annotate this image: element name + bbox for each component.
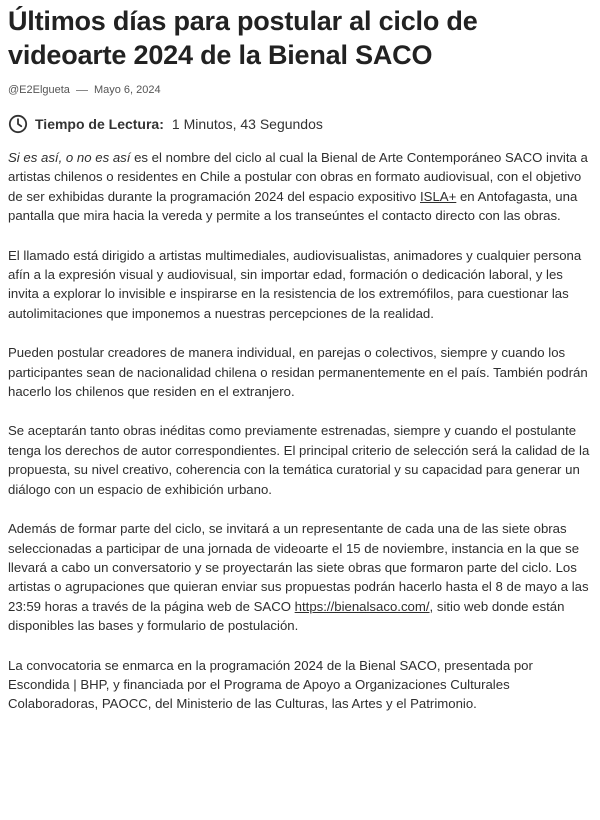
saco-website-link[interactable]: https://bienalsaco.com/ [294, 598, 430, 614]
paragraph-text: Además de formar parte del ciclo, se invitará a un representante de cada una de las siete obras seleccionadas a participar de una jornada de videoarte el 15 de noviembre, instancia en la que se llevará a cabo un conversatorio y se proyectarán las siete obras que formaron parte del ciclo. Los artistas o agrupaciones que quieran enviar sus propuestas podrán hacerlo hasta el 8 de mayo a las 23:59 horas a través de la página web de SACO [8, 521, 589, 614]
paragraph-text: en Antofagasta, una pantalla que mira hacia la vereda y permite a los transeúntes el contacto directo con las obras. [8, 188, 578, 224]
clock-icon [8, 114, 28, 134]
paragraph-4: Se aceptarán tanto obras inéditas como previamente estrenadas, siempre y cuando el postulante tenga los derechos de autor correspondientes. El principal criterio de selección será la calidad de la propuesta, su nivel creativo, coherencia con la temática curatorial y su capacidad para generar un diálogo con un espacio de exhibición urbano. [8, 423, 590, 497]
meta-separator [76, 90, 88, 91]
paragraph-2: El llamado está dirigido a artistas multimediales, audiovisualistas, animadores y cualquier persona afín a la expresión visual y audiovisual, sin importar edad, formación o dedicación laboral, y les invita a explorar lo invisible e inspirarse en la resistencia de los extremófilos, para cuestionar las autolimitaciones que imponemos a nuestras percepciones de la realidad. [8, 247, 582, 321]
reading-time [8, 114, 592, 134]
paragraph-text: es el nombre del ciclo al cual la Bienal de Arte Contemporáneo SACO invita a artistas chilenos o residentes en Chile a postular con obras en formato audiovisual, con el objetivo de ser exhibidas durante la programación 2024 del espacio expositivo [8, 150, 588, 204]
publish-date: Mayo 6, 2024 [93, 84, 161, 96]
cycle-name: Si es así, o no es así [8, 150, 131, 165]
article-body [8, 148, 592, 714]
reading-time-label: Tiempo de Lectura: [35, 116, 164, 132]
isla-link[interactable]: ISLA+ [420, 188, 457, 204]
paragraph-6: La convocatoria se enmarca en la programación 2024 de la Bienal SACO, presentada por Escondida | BHP, y financiada por el Programa de Apoyo a Organizaciones Culturales Colaboradoras, PAOCC, del Ministerio de las Culturas, las Artes y el Patrimonio. [8, 657, 533, 712]
paragraph-5 [8, 519, 592, 635]
paragraph-3: Pueden postular creadores de manera individual, en parejas o colectivos, siempre y cuando los participantes sean de nacionalidad chilena o residan permanentemente en el país. También podrán hacerlo los chilenos que residen en el extranjero. [8, 345, 588, 400]
article-title: Últimos días para postular al ciclo de videoarte 2024 de la Bienal SACO [8, 6, 478, 70]
paragraph-text: , sitio web donde están disponibles las bases y formulario de postulación. [8, 598, 565, 634]
author-link[interactable]: @E2Elgueta [8, 84, 70, 96]
paragraph-1 [8, 148, 592, 226]
article-meta [8, 84, 592, 96]
reading-time-value: 1 Minutos, 43 Segundos [171, 116, 323, 132]
